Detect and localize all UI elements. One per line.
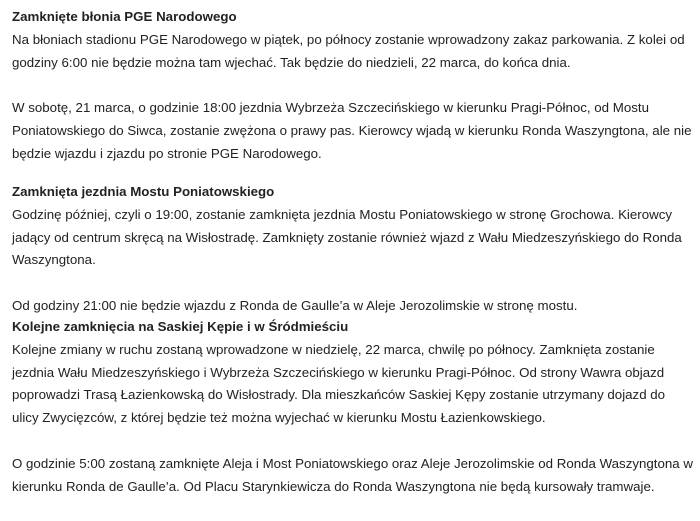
section-heading: Zamknięta jezdnia Mostu Poniatowskiego bbox=[12, 184, 275, 199]
paragraph: W sobotę, 21 marca, o godzinie 18:00 jezdnia Wybrzeża Szczecińskiego w kierunku Pragi-Północ, od Mostu Poniatowskiego do Siwca, zostanie zwężona o prawy pas. Kierowcy wjadą w kierunku Ronda Waszyngtona, ale nie będzie wjazdu i zjazdu po stronie PGE Narodowego. bbox=[12, 100, 692, 161]
section-heading: Zamknięte błonia PGE Narodowego bbox=[12, 9, 237, 24]
paragraph: O godzinie 5:00 zostaną zamknięte Aleja i Most Poniatowskiego oraz Aleje Jerozolimskie od Ronda Waszyngtona w kierunku Ronda de Gaulle’a. Od Placu Starynkiewicza do Ronda Waszyngtona nie będą kursowały tramwaje. bbox=[12, 455, 693, 494]
paragraph: Na błoniach stadionu PGE Narodowego w piątek, po północy zostanie wprowadzony zakaz parkowania. Z kolei od godziny 6:00 nie będzie można tam wjechać. Tak będzie do niedzieli, 22 marca, do końca dnia. bbox=[12, 31, 685, 70]
paragraph: Godzinę później, czyli o 19:00, zostanie zamknięta jezdnia Mostu Poniatowskiego w stronę Grochowa. Kierowcy jadący od centrum skręcą na Wisłostradę. Zamknięty zostanie również wjazd z Wału Miedzeszyńskiego do Ronda Waszyngtona. bbox=[12, 206, 682, 268]
section-heading: Kolejne zamknięcia na Saskiej Kępie i w Śródmieściu bbox=[12, 319, 349, 334]
section-saska-kepa-srodmiescie bbox=[12, 316, 694, 521]
paragraph: Od godziny 21:00 nie będzie wjazdu z Ronda de Gaulle’a w Aleje Jerozolimskie w stronę mostu. bbox=[12, 297, 578, 313]
section-pge-narodowy bbox=[12, 6, 694, 188]
paragraph: Kolejne zmiany w ruchu zostaną wprowadzone w niedzielę, 22 marca, chwilę po północy. Zamknięta zostanie jezdnia Wału Miedzeszyńskiego i Wybrzeża Szczecińskiego w kierunku Pragi-Północ. Od strony Wawra objazd poprowadzi Trasą Łazienkowską do Wisłostrady. Dla mieszkańców Saskiej Kępy zostanie utrzymany dojazd do ulicy Zwycięzców, z której będzie też można wyjechać w kierunku Mostu Łazienkowskiego. bbox=[12, 341, 666, 426]
